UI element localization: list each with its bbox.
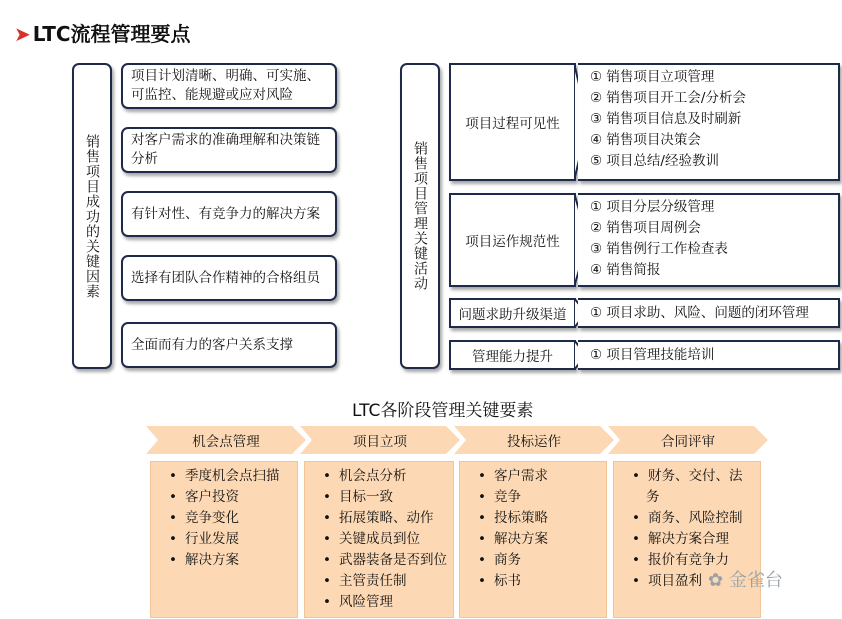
list-item: • 风险管理 [323, 592, 443, 613]
list-item: ⑤ 项目总结/经验教训 [590, 153, 719, 169]
key-factor-item: 有针对性、有竞争力的解决方案 [121, 191, 337, 237]
key-factors-label: 销售项目成功的关键因素 [72, 63, 112, 369]
list-item: ① 销售项目立项管理 [590, 69, 715, 85]
list-item: • 客户投资 [169, 487, 287, 508]
list-item: • 主管责任制 [323, 571, 443, 592]
stages-title: LTC各阶段管理关键要素 [352, 401, 534, 421]
key-factor-item: 选择有团队合作精神的合格组员 [121, 255, 337, 301]
watermark: ✿ 金雀台 [708, 570, 783, 591]
list-item: ② 销售项目开工会/分析会 [590, 90, 746, 106]
list-item: • 关键成员到位 [323, 529, 443, 550]
list-item: • 解决方案合理 [632, 529, 750, 550]
phase-items-project-approval [304, 461, 454, 618]
list-item: • 商务 [478, 550, 596, 571]
list-item: ② 销售项目周例会 [590, 220, 701, 236]
list-item: • 竞争 [478, 487, 596, 508]
list-item: ④ 销售简报 [590, 262, 661, 278]
list-item: • 机会点分析 [323, 466, 443, 487]
list-item: • 解决方案 [478, 529, 596, 550]
list-item: • 商务、风险控制 [632, 508, 750, 529]
activity-detail-box [578, 193, 840, 287]
wechat-icon: ✿ [708, 570, 724, 591]
list-item: ① 项目求助、风险、问题的闭环管理 [590, 304, 809, 321]
list-item: • 解决方案 [169, 550, 287, 571]
list-item: ③ 销售例行工作检查表 [590, 241, 728, 257]
list-item: • 项目盈利 [632, 571, 750, 592]
list-item: • 投标策略 [478, 508, 596, 529]
activity-detail-box [578, 340, 840, 370]
page-title: ➤ LTC流程管理要点 [14, 22, 191, 46]
list-item: • 财务、交付、法务 [632, 466, 750, 508]
list-item: • 武器装备是否到位 [323, 550, 443, 571]
phase-bidding: 投标运作 [454, 426, 614, 454]
title-arrow-icon: ➤ [14, 22, 31, 46]
list-item: ① 项目分层分级管理 [590, 199, 715, 215]
list-item: • 季度机会点扫描 [169, 466, 287, 487]
key-factor-item: 对客户需求的准确理解和决策链分析 [121, 127, 337, 173]
list-item: • 客户需求 [478, 466, 596, 487]
key-activities-label: 销售项目管理关键活动 [400, 63, 440, 369]
category-capability-improvement: 管理能力提升 [449, 340, 576, 370]
list-item: • 目标一致 [323, 487, 443, 508]
category-operation-norms: 项目运作规范性 [449, 193, 576, 287]
activity-detail-box [578, 63, 840, 181]
list-item: ① 项目管理技能培训 [590, 346, 715, 363]
phase-opportunity: 机会点管理 [146, 426, 306, 454]
phase-project-approval: 项目立项 [300, 426, 460, 454]
phase-items-opportunity [150, 461, 298, 618]
list-item: • 竞争变化 [169, 508, 287, 529]
category-escalation-channel: 问题求助升级渠道 [449, 298, 576, 328]
category-process-visibility: 项目过程可见性 [449, 63, 576, 181]
activity-detail-box [578, 298, 840, 328]
list-item: • 报价有竞争力 [632, 550, 750, 571]
list-item: • 行业发展 [169, 529, 287, 550]
phase-items-bidding [459, 461, 607, 618]
phase-contract-review: 合同评审 [608, 426, 768, 454]
list-item: • 标书 [478, 571, 596, 592]
key-factor-item: 全面而有力的客户关系支撑 [121, 322, 337, 368]
list-item: • 拓展策略、动作 [323, 508, 443, 529]
key-factor-item: 项目计划清晰、明确、可实施、可监控、能规避或应对风险 [121, 63, 337, 109]
list-item: ④ 销售项目决策会 [590, 132, 701, 148]
list-item: ③ 销售项目信息及时刷新 [590, 111, 742, 127]
phase-items-contract-review [613, 461, 761, 618]
